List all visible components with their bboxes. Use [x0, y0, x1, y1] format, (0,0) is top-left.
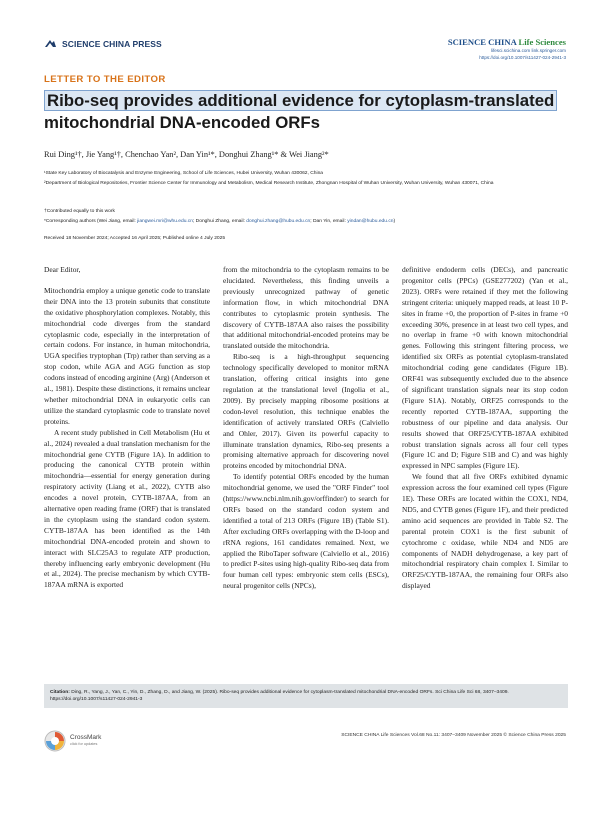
- journal-sites[interactable]: lifesci.scichina.com link.springer.com: [490, 48, 566, 53]
- crossmark-badge[interactable]: [44, 730, 101, 752]
- paragraph: We found that all five ORFs exhibited dynamic expression across the four examined cell types (Figure 1E). These ORFs are located within the COX1, ND4, ND5, and CYTB genes (Figure 1F), and their predicted amino acid sequences are provided in Table S2. The parental protein COX1 is the first subunit of cytochrome c oxidase, while ND4 and ND5 are components of NADH dehydrogenase, a key part of mitochondrial respiratory chain complex I. Similar to ORF25/CYTB-187AA, the remaining four ORFs also displayed: [402, 472, 568, 591]
- email-link-yin[interactable]: yindan@hubu.edu.cn: [347, 219, 394, 225]
- column-3: [402, 265, 568, 670]
- paragraph: definitive endoderm cells (DECs), and pancreatic progenitor cells (PPCs) (GSE277202) (Yan et al., 2023). ORFs were retained if they met the following stringent criteria: uniquely mapped reads, at least 10 P-sites in frame +0, the proportion of P-sites in frame +0 exceeding 30%, presence in at least two cell types, and no overlap in frame +0 with known mitochondrial genes. Following this stringent filtering process, we identified six ORFs as potential cytoplasm-translated mitochondrial coding gene candidates (Figure 1B). ORF41 was subsequently excluded due to the absence of significant translation signals near its stop codon (Figure S1A). Notably, ORF25 corresponds to the recently reported CYTB-187AA, supporting the robustness of our pipeline and data analysis. Our results showed that ORF25/CYTB-187AA exhibited robust translation signals across all four cell types (Figure 1C and D; Figure S1B and C) and was highly expressed in NPC samples (Figure 1E).: [402, 265, 568, 471]
- paragraph: Mitochondria employ a unique genetic code to translate their DNA into the 13 protein subunits that constitute the oxidative phosphorylation complexes. Notably, this mitochondrial code diverges from the standard cytoplasmic code, especially in the interpretation of certain codons. For instance, in human mitochondria, UGA specifies tryptophan (Trp) rather than serving as a stop codon, while AGA and AGG function as stop codons instead of encoding arginine (Arg) (Anderson et al., 1981). Despite these distinctions, it remains unclear whether mitochondrial DNA in eukaryotic cells can utilize the standard cytoplasmic code to translate novel proteins.: [44, 285, 210, 426]
- salutation: Dear Editor,: [44, 265, 81, 274]
- journal-subject: Life Sciences: [518, 37, 566, 47]
- science-china-press-logo-icon: [44, 38, 57, 49]
- crossmark-label: [70, 734, 101, 748]
- corr-prefix: *Corresponding authors (Wei Jiang, email:: [44, 219, 138, 225]
- corr-mid-1: ; Donghui Zhang, email:: [192, 219, 247, 225]
- affiliations: [44, 170, 574, 190]
- corresponding-authors-note: [44, 218, 574, 225]
- journal-header: [448, 37, 566, 61]
- author-list: Rui Ding¹†, Jie Yang¹†, Chenchao Yan², Dan Yin¹*, Donghui Zhang¹* & Wei Jiang²*: [44, 150, 329, 159]
- equal-contribution-note: †Contributed equally to this work: [44, 209, 115, 214]
- affiliation-2: ²Department of Biological Repositories, Frontier Science Center for Immunology and Metabolism, Medical Research Institute, Zhongnan Hospital of Wuhan University, Wuhan University, Wuhan 430071, China: [44, 181, 494, 187]
- citation-box: [44, 684, 568, 708]
- paragraph: Ribo-seq is a high-throughput sequencing technology specifically developed to monitor mRNA translation, offering critical insights into gene regulation at the translational level (Ingolia et al., 2009). By precisely mapping ribosome positions at codon-level resolution, this technique enables the identification of actively translated ORFs (Calviello and Ohler, 2017). Given its powerful capacity to illuminate translation dynamics, Ribo-seq presents a promising alternative approach for discovering novel proteins encoded by mitochondrial DNA.: [223, 352, 389, 471]
- email-link-jiang[interactable]: jiangwei.mri@whu.edu.cn: [137, 219, 193, 225]
- journal-title: [448, 37, 566, 47]
- corr-end: ): [393, 219, 396, 225]
- body-columns: [44, 265, 568, 670]
- article-type-label: LETTER TO THE EDITOR: [44, 74, 166, 85]
- email-link-zhang[interactable]: donghui.zhang@hubu.edu.cn: [246, 219, 311, 225]
- title-line-2: mitochondrial DNA-encoded ORFs: [44, 113, 320, 132]
- publisher-brand: [44, 38, 162, 49]
- journal-name: SCIENCE CHINA: [447, 37, 517, 47]
- author-notes: [44, 208, 574, 228]
- paragraph: To identify potential ORFs encoded by the human mitochondrial genome, we used the "ORF Finder" tool (https://www.ncbi.nlm.nih.gov/orffinder/) to search for ORFs based on the standard codon system and identified a total of 213 ORFs (Figure 1B) (Table S1). After excluding ORFs overlapping with the D-loop and rRNA regions, 161 candidates remained. Next, we applied the RiboTaper software (Calviello et al., 2016) to predict P-sites using high-quality Ribo-seq data from four human cell types: embryonic stem cells (ESCs), neural progenitor cells (NPCs),: [223, 472, 389, 591]
- page-footer: SCIENCE CHINA Life Sciences Vol.68 No.11: 3407–3409 November 2025 © Science China Press 2025: [341, 733, 566, 738]
- affiliation-1: ¹State Key Laboratory of Biocatalysis and Enzyme Engineering, School of Life Sciences, Hubei University, Wuhan 430062, China: [44, 171, 324, 176]
- paragraph: A recent study published in Cell Metabolism (Hu et al., 2024) revealed a dual translation mechanism for the mitochondrial gene CYTB (Figure 1A). In addition to producing the canonical CYTB protein within mitochondria—essential for energy generation during respiratory activity (Liang et al., 2022), CYTB also encodes a novel protein, CYTB-187AA, from an alternative open reading frame (ORF) that is translated in the cytoplasm using the standard codon system. CYTB-187AA has been identified as the 14th mitochondrial DNA-encoded protein and shown to interact with SLC25A3 to regulate ATP production, thereby influencing early embryonic development (Hu et al., 2024). The precise mechanism by which CYTB-187AA mRNA is exported: [44, 427, 210, 590]
- article-title: [44, 90, 574, 134]
- column-2: [223, 265, 389, 670]
- title-line-1: Ribo-seq provides additional evidence for cytoplasm-translated: [44, 90, 557, 111]
- doi-link[interactable]: https://doi.org/10.1007/s11427-024-2941-3: [479, 55, 566, 60]
- citation-label: Citation:: [50, 690, 70, 695]
- publication-dates: Received 18 November 2024; Accepted 16 April 2025; Published online 4 July 2025: [44, 236, 226, 241]
- citation-text[interactable]: Ding, R., Yang, J., Yan, C., Yin, D., Zhang, D., and Jiang, W. (2025). Ribo-seq provides additional evidence for cytoplasm-translated mitochondrial DNA-encoded ORFs. Sci China Life Sci 68, 3407–3409. https://doi.org/10.1007/s11427-024-2941-3: [50, 690, 509, 703]
- crossmark-sub: click for updates: [70, 742, 98, 746]
- corr-mid-2: ; Dan Yin, email:: [310, 219, 348, 225]
- crossmark-name: CrossMark: [70, 734, 102, 741]
- column-1: [44, 265, 210, 670]
- press-name: SCIENCE CHINA PRESS: [62, 38, 162, 49]
- crossmark-icon[interactable]: [44, 730, 66, 752]
- paragraph: from the mitochondria to the cytoplasm remains to be elucidated. Nevertheless, this finding unveils a previously unrecognized pathway of genetic information flow, in which mitochondrial DNA contributes to cytoplasmic protein synthesis. The discovery of CYTB-187AA also raises the possibility that additional mitochondrial-encoded proteins may be translated outside the mitochondria.: [223, 265, 389, 351]
